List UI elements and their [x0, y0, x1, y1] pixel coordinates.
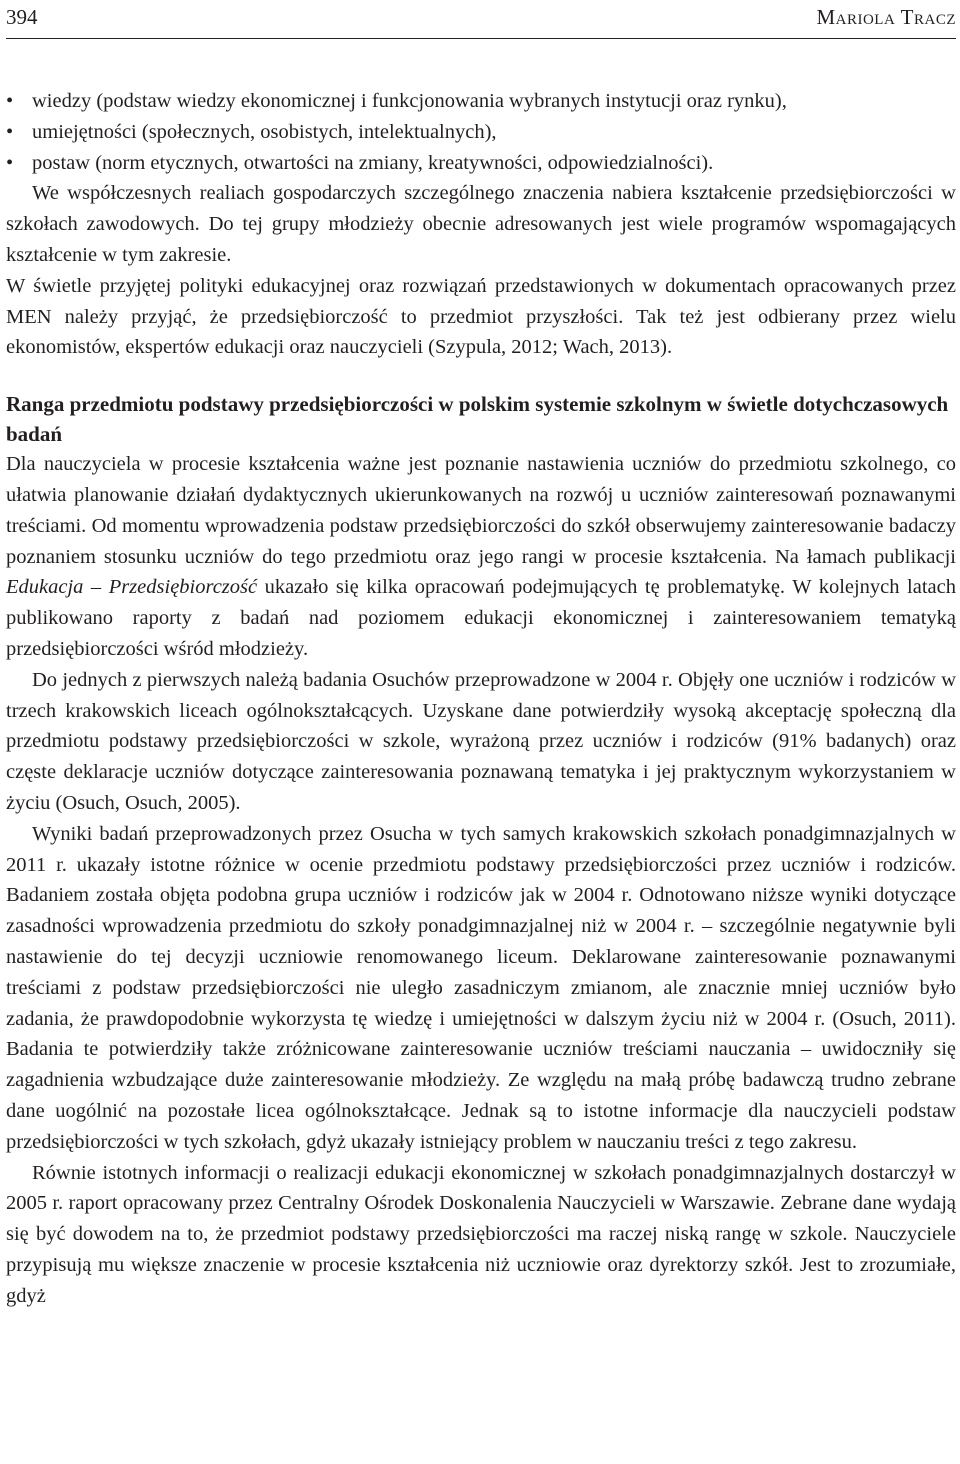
bullet-item-knowledge: • wiedzy (podstaw wiedzy ekonomicznej i funkcjonowania wybranych instytucji oraz rynku), — [6, 86, 956, 117]
bullet-item-skills: • umiejętności (społecznych, osobistych, intelektualnych), — [6, 117, 956, 148]
paragraph-osuch-2004: Do jednych z pierwszych należą badania Osuchów przeprowadzone w 2004 r. Objęły one uczniów i rodziców w trzech krakowskich liceach ogólnokształcących. Uzyskane dane potwierdziły wysoką akceptację społeczną dla przedmiotu podstawy przedsiębiorczości w szkole, wyrażoną przez uczniów i rodziców (91% badanych) oraz częste deklaracje uczniów dotyczące zainteresowania poznawaną tematyka i jej praktycznym wykorzystaniem w życiu (Osuch, Osuch, 2005). — [6, 668, 956, 814]
paragraph-vocational-schools: We współczesnych realiach gospodarczych szczególnego znaczenia nabiera kształcenie przedsiębiorczości w szkołach zawodowych. Do tej grupy młodzieży obecnie adresowanych jest wiele programów wspomagających kształcenie w tym zakresie. — [6, 182, 956, 266]
running-header-author: Mariola Tracz — [816, 5, 956, 29]
bullet-list — [6, 86, 956, 178]
body-text — [6, 39, 956, 1311]
section-heading: Ranga przedmiotu podstawy przedsiębiorczości w polskim systemie szkolnym w świetle dotychczasowych badań — [6, 392, 949, 447]
paragraph-osuch-2011: Wyniki badań przeprowadzonych przez Osucha w tych samych krakowskich szkołach ponadgimnazjalnych w 2011 r. ukazały istotne różnice w ocenie przedmiotu podstawy przedsiębiorczości przez uczniów i rodziców. Badaniem została objęta podobna grupa uczniów i rodziców jak w 2004 r. Odnotowano niższe wyniki dotyczące zasadności wprowadzenia przedmiotu do szkoły ponadgimnazjalnej niż w 2004 r. – szczególnie negatywnie byli nastawienie do tej decyzji uczniowie renomowanego liceum. Deklarowane zainteresowanie poznawanymi treściami z podstaw przedsiębiorczości nie uległo zasadniczym zmianom, ale znacznie mniej uczniów było zadania, że prawdopodobnie wykorzysta tę wiedzę i umiejętności w dalszym życiu niż w 2004 r. (Osuch, 2011). Badania te potwierdziły także zróżnicowane zainteresowanie uczniów treściami nauczania – uwidoczniły się zagadnienia wzbudzające duże zainteresowanie młodzieży. Ze względu na małą próbę badawczą trudno zebrane dane uogólnić na pozostałe licea ogólnokształcące. Jednak są to istotne informacje dla nauczycieli podstaw przedsiębiorczości w tych szkołach, gdyż ukazały istniejący problem w nauczaniu treści z tego zakresu. — [6, 822, 956, 1153]
paragraph-text: Dla nauczyciela w procesie kształcenia ważne jest poznanie nastawienia uczniów do przedmiotu szkolnego, co ułatwia planowanie działań dydaktycznych ukierunkowanych na rozwój u uczniów zainteresowań poznawanymi treściami. Od momentu wprowadzenia podstaw przedsiębiorczości do szkół obserwujemy zainteresowanie badaczy poznaniem stosunku uczniów do tego przedmiotu oraz jego rangi w procesie kształcenia. Na łamach publikacji — [6, 453, 956, 568]
paragraph-text: ukazało się kilka opracowań podejmujących tę problematykę. W kolejnych latach publikowano raporty z badań nad poziomem edukacji ekonomicznej i zainteresowaniem tematyką przedsiębiorczości wśród młodzieży. — [6, 576, 956, 660]
publication-title: Edukacja – Przedsiębiorczość — [6, 576, 258, 599]
running-header — [6, 0, 956, 39]
paragraph-education-policy: W świetle przyjętej polityki edukacyjnej oraz rozwiązań przedstawionych w dokumentach opracowanych przez MEN należy przyjąć, że przedsiębiorczość to przedmiot przyszłości. Tak też jest odbierany przez wielu ekonomistów, ekspertów edukacji oraz nauczycieli (Szypula, 2012; Wach, 2013). — [6, 274, 956, 359]
page-number: 394 — [6, 5, 38, 29]
paragraph-codn-report: Równie istotnych informacji o realizacji edukacji ekonomicznej w szkołach ponadgimnazjalnych dostarczył w 2005 r. raport opracowany przez Centralny Ośrodek Doskonalenia Nauczycieli w Warszawie. Zebrane dane wydają się być dowodem na to, że przedmiot podstawy przedsiębiorczości ma raczej niską rangę w szkole. Nauczyciele przypisują mu większe znaczenie w procesie kształcenia niż uczniowie oraz dyrektorzy szkół. Jest to zrozumiałe, gdyż — [6, 1161, 956, 1307]
document-page — [6, 0, 956, 1311]
paragraph-teacher-attitudes — [6, 449, 956, 665]
bullet-item-attitudes: • postaw (norm etycznych, otwartości na zmiany, kreatywności, odpowiedzialności). — [6, 148, 956, 179]
